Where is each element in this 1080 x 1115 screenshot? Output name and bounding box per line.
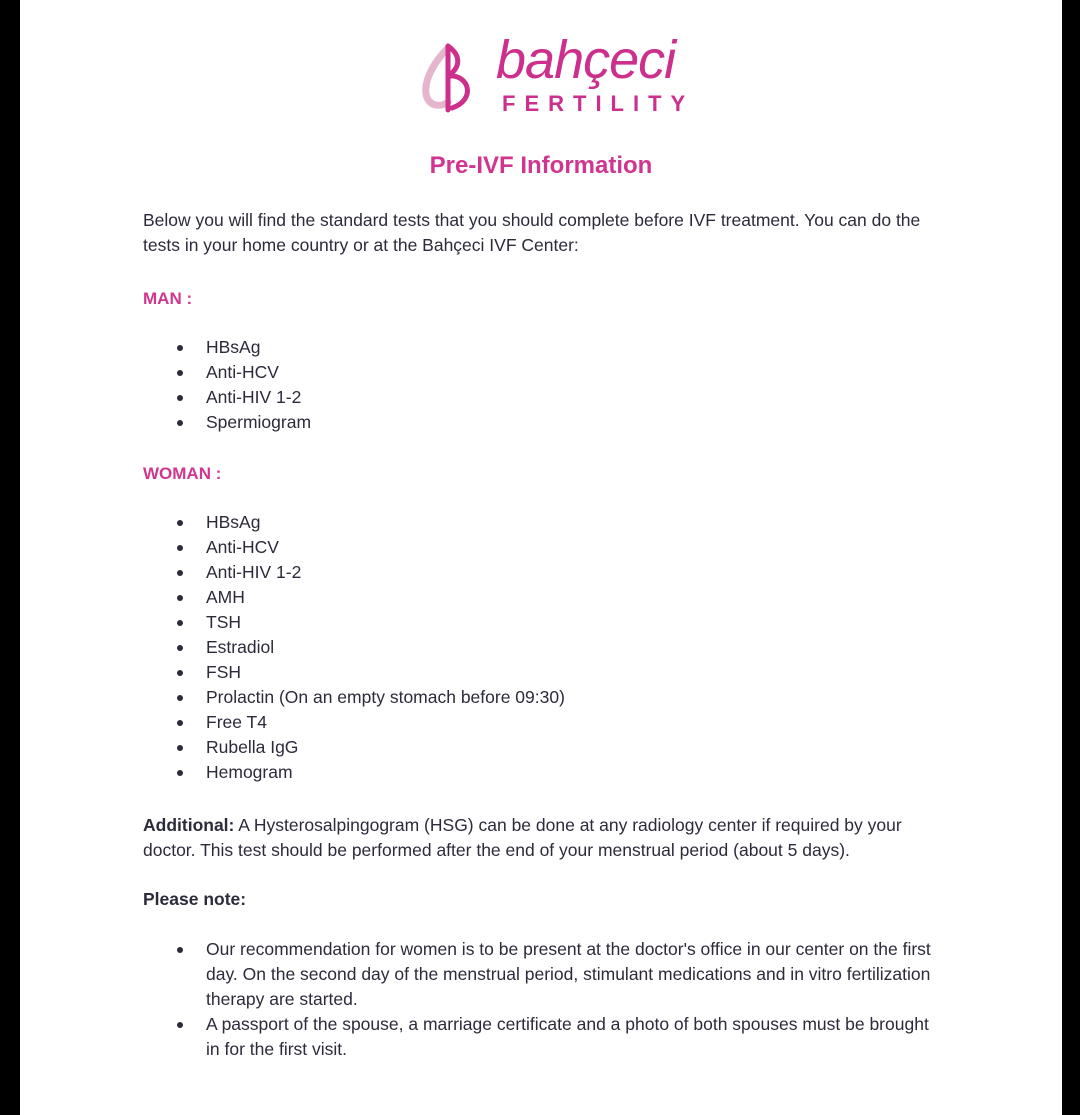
list-item: Free T4 [143, 710, 943, 735]
additional-text: A Hysterosalpingogram (HSG) can be done at any radiology center if required by your doctor. This test should be performed after the end of your menstrual period (about 5 days). [143, 815, 902, 860]
page-title: Pre-IVF Information [429, 152, 653, 179]
list-item: AMH [143, 585, 943, 610]
list-item: Spermiogram [143, 410, 943, 435]
additional-label: Additional: [143, 815, 235, 835]
additional-paragraph [143, 813, 943, 863]
document-page [20, 0, 1062, 1115]
list-item: Rubella IgG [143, 735, 943, 760]
list-item: HBsAg [143, 335, 943, 360]
man-heading: MAN : [143, 289, 193, 308]
list-item: Prolactin (On an empty stomach before 09:30) [143, 685, 943, 710]
logo-subtitle: FERTILITY [502, 91, 695, 116]
woman-test-list [143, 510, 943, 785]
woman-heading: WOMAN : [143, 464, 222, 483]
list-item: Hemogram [143, 760, 943, 785]
list-item: TSH [143, 610, 943, 635]
bahceci-logo [418, 30, 718, 120]
list-item: Estradiol [143, 635, 943, 660]
list-item: Anti-HIV 1-2 [143, 560, 943, 585]
logo-leaf-icon [418, 38, 498, 118]
list-item: HBsAg [143, 510, 943, 535]
intro-paragraph: Below you will find the standard tests that you should complete before IVF treatment. You can do the tests in your home country or at the Bahçeci IVF Center: [143, 210, 921, 255]
note-list [143, 937, 943, 1062]
logo-brand-text: bahçeci [496, 30, 676, 90]
note-heading: Please note: [143, 889, 247, 909]
list-item: Our recommendation for women is to be present at the doctor's office in our center on the first day. On the second day of the menstrual period, stimulant medications and in vitro fertilization therapy are started. [143, 937, 943, 1012]
list-item: Anti-HCV [143, 535, 943, 560]
list-item: A passport of the spouse, a marriage certificate and a photo of both spouses must be brought in for the first visit. [143, 1012, 943, 1062]
list-item: Anti-HIV 1-2 [143, 385, 943, 410]
list-item: FSH [143, 660, 943, 685]
man-test-list [143, 335, 943, 435]
list-item: Anti-HCV [143, 360, 943, 385]
